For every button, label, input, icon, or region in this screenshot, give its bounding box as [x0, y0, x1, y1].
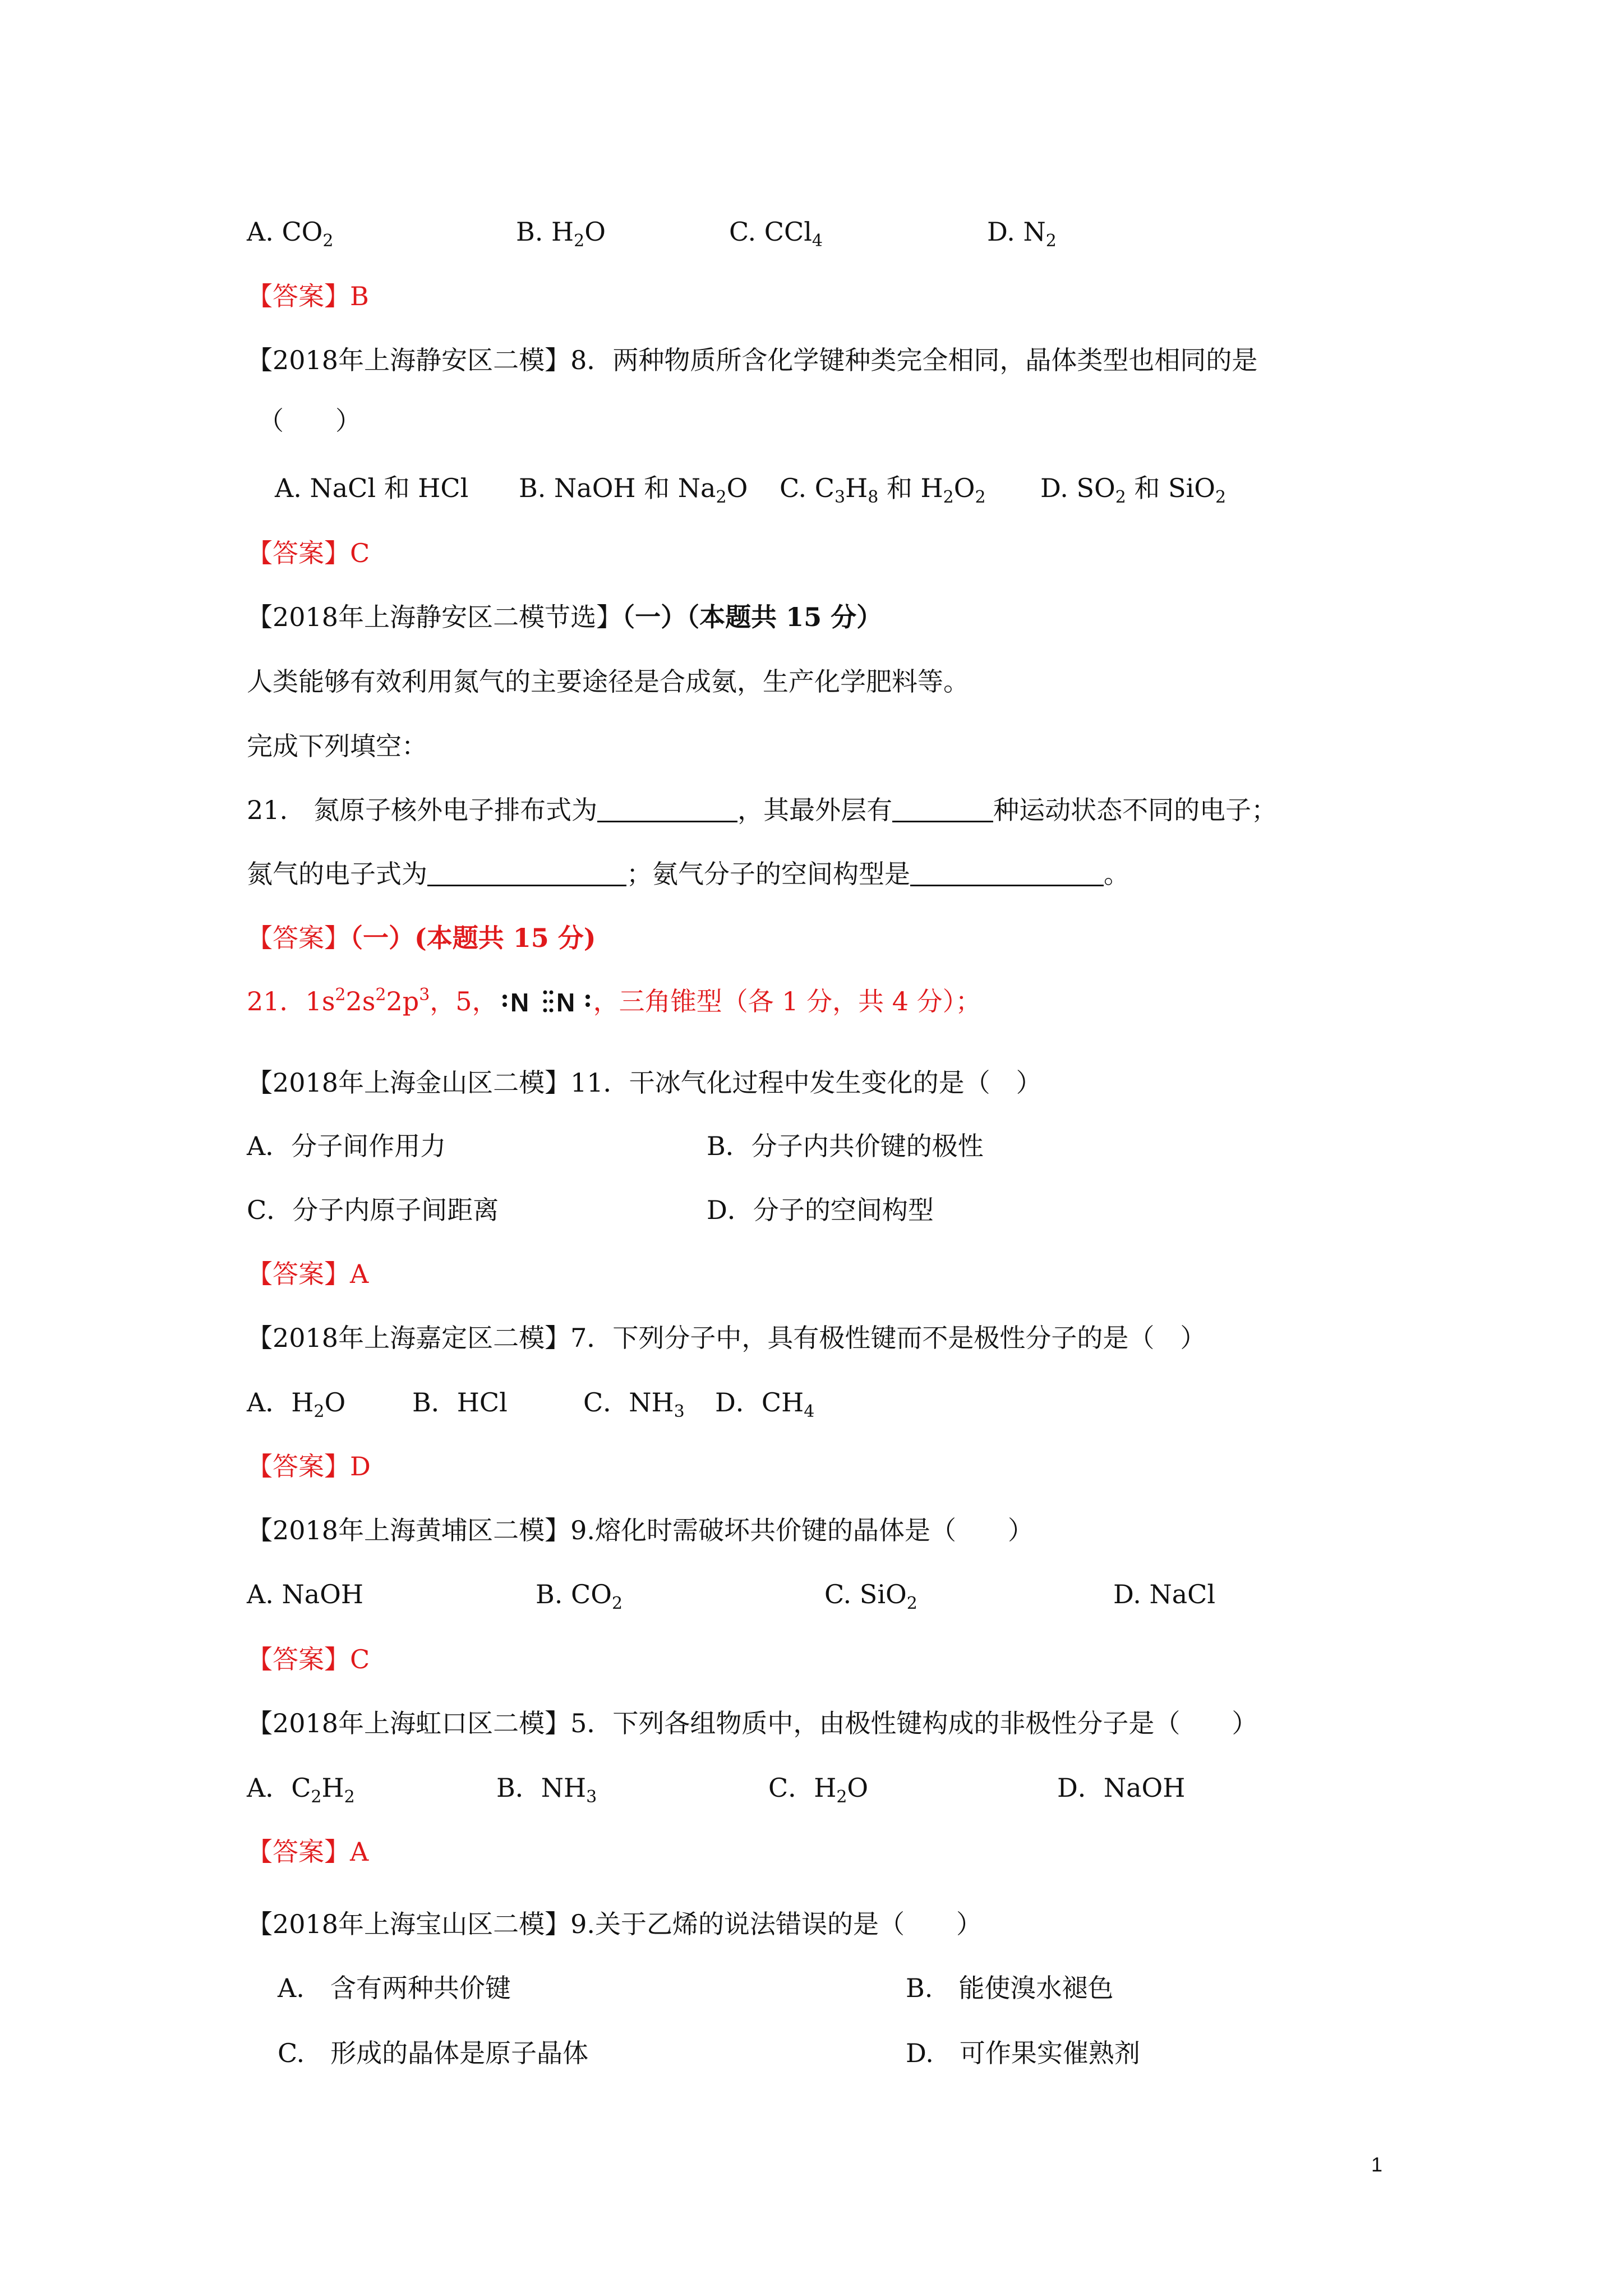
option-c: C．$NH_3$	[583, 1387, 685, 1421]
svg-text:N: N	[510, 988, 529, 1017]
fill-blank[interactable]	[597, 796, 737, 822]
question-title: 【2018年上海金山区二模】11．干冰气化过程中发生变化的是（ ）	[247, 1068, 1042, 1098]
option-b: B．HCl	[412, 1387, 508, 1418]
nitrogen-lewis-structure-icon	[498, 984, 593, 1018]
option-b: B. $CO_2$	[536, 1579, 623, 1613]
answer: 【答案】A	[247, 1837, 369, 1867]
answer: 【答案】D	[247, 1451, 371, 1481]
answer: 【答案】C	[247, 538, 370, 568]
question-title: 【2018年上海静安区二模】8．两种物质所含化学键种类完全相同，晶体类型也相同的是	[247, 345, 1258, 375]
question-title: 【2018年上海嘉定区二模】7．下列分子中，具有极性键而不是极性分子的是（ ）	[247, 1323, 1206, 1353]
option-d: D．NaOH	[1057, 1773, 1186, 1803]
option-d: D．$CH_4$	[715, 1387, 815, 1421]
answer: 【答案】B	[247, 281, 369, 311]
question-21-line2: 氮气的电子式为 ；氨气分子的空间构型是 。	[247, 859, 1129, 889]
option-c: C．$H_2O$	[768, 1773, 869, 1807]
fill-blank[interactable]	[910, 860, 1104, 886]
option-a: A．$C_2H_2$	[247, 1773, 355, 1807]
option-b: B. NaOH 和 $Na_2O$	[519, 473, 748, 507]
option-b: B．分子内共价键的极性	[707, 1131, 984, 1161]
answer: 【答案】C	[247, 1644, 370, 1674]
section-title: 【2018年上海静安区二模节选】（一）（本题共 15 分）	[247, 602, 883, 632]
option-b: B. $H_2O$	[516, 217, 606, 251]
page-number: 1	[1371, 2153, 1383, 2176]
question-title: 【2018年上海宝山区二模】9.关于乙烯的说法错误的是（ ）	[247, 1909, 982, 1939]
section-instruction: 完成下列填空：	[247, 731, 427, 761]
question-21-line1: 21. 氮原子核外电子排布式为 ，其最外层有 种运动状态不同的电子；	[247, 795, 1278, 825]
option-d: D. $SO_2$ 和 SiO$_2$	[1040, 473, 1227, 507]
option-c: C. $C_3H_8$ 和 $H_2O_2$	[780, 473, 986, 507]
option-a: A. 含有两种共价键	[278, 1973, 511, 2003]
option-c: C. CCl$_4$	[729, 217, 823, 251]
option-a: A．分子间作用力	[247, 1131, 446, 1161]
section-intro: 人类能够有效利用氮气的主要途径是合成氨，生产化学肥料等。	[247, 666, 969, 697]
fill-blank[interactable]	[892, 796, 993, 822]
answer: 【答案】A	[247, 1259, 369, 1289]
option-a: A. $CO_2$	[247, 217, 334, 251]
answer-21: 21．$1s^22s^22p^3$，5， N N ，三角锥型（各 1 分，共 4 分）；	[247, 985, 981, 1017]
option-a: A. NaOH	[247, 1579, 363, 1609]
option-a: A．$H_2O$	[247, 1387, 346, 1421]
option-b: B. 能使溴水褪色	[906, 1973, 1114, 2003]
option-d: D. NaCl	[1113, 1579, 1216, 1609]
fill-blank[interactable]	[427, 860, 626, 886]
option-d: D. $N_2$	[987, 217, 1057, 251]
question-title: 【2018年上海黄埔区二模】9.熔化时需破坏共价键的晶体是（ ）	[247, 1515, 1034, 1545]
option-a: A. NaCl 和 HCl	[275, 473, 469, 503]
question-paren: （ ）	[258, 406, 361, 436]
question-title: 【2018年上海虹口区二模】5．下列各组物质中，由极性键构成的非极性分子是（ ）	[247, 1708, 1258, 1738]
option-d: D．分子的空间构型	[707, 1195, 934, 1225]
answer: 【答案】（一）(本题共 15 分)	[247, 923, 596, 953]
option-c: C．分子内原子间距离	[247, 1195, 499, 1225]
option-c: C. SiO$_2$	[824, 1579, 917, 1613]
option-b: B．$NH_3$	[496, 1773, 597, 1807]
option-c: C. 形成的晶体是原子晶体	[278, 2038, 589, 2068]
svg-text:N: N	[556, 988, 575, 1017]
option-d: D. 可作果实催熟剂	[906, 2038, 1140, 2068]
